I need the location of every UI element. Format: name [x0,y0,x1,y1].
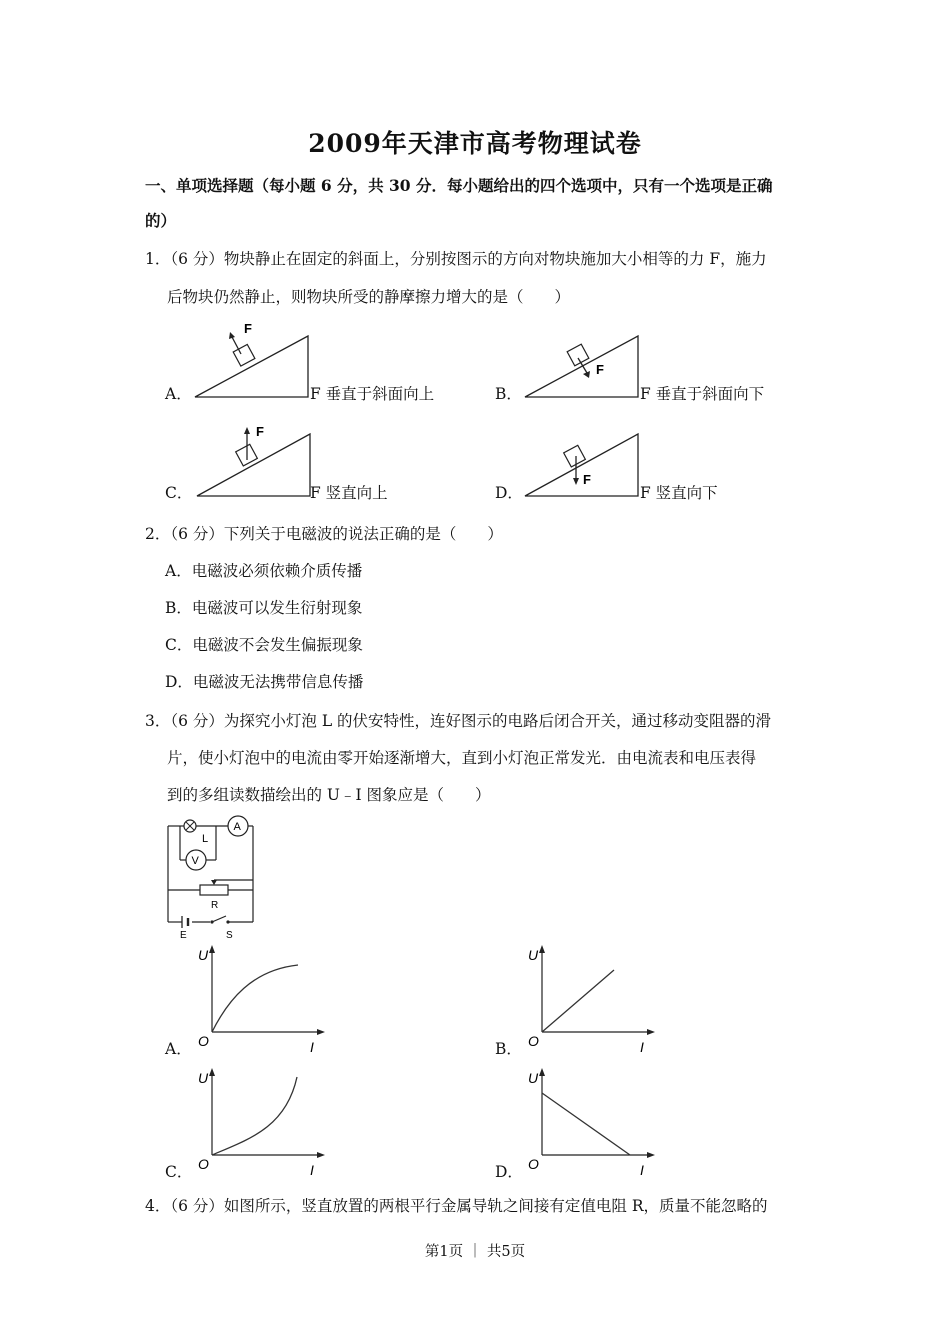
page-title: 2009年天津市高考物理试卷 [308,129,642,158]
q3-graph-d [520,1063,660,1178]
q3-graph-b [520,940,660,1055]
q2-option-c: C．电磁波不会发生偏振现象 [165,636,363,654]
force-label: F [596,362,604,377]
rheostat-symbol [200,885,228,895]
q1-option-d-letter: D． [495,484,523,502]
switch-symbol [210,920,213,923]
q3-graph-c [190,1063,330,1178]
axis-i-label: I [640,1039,644,1055]
q1-option-c-letter: C． [165,484,193,502]
q3-stem-line3: 到的多组读数描绘出的 U﹣I 图象应是（ ） [167,786,491,804]
incline-triangle [525,434,638,496]
origin-label: O [528,1033,539,1049]
q3-graph-a [190,940,330,1055]
axis-i-label: I [310,1039,314,1055]
q3-stem-line1: 3．（6 分）为探究小灯泡 L 的伏安特性，连好图示的电路后闭合开关，通过移动变阻器的滑 [145,712,772,730]
q2-option-d: D．电磁波无法携带信息传播 [165,673,364,691]
block [233,344,255,366]
q2-option-a: A．电磁波必须依赖介质传播 [165,562,363,580]
q1-option-a-letter: A． [165,385,192,403]
q2-stem: 2．（6 分）下列关于电磁波的说法正确的是（ ） [145,525,503,543]
axis-i-label: I [640,1162,644,1178]
q1-figure-d [520,418,645,500]
q3-option-b-letter: B． [495,1040,522,1058]
rheostat-label: R [211,900,219,911]
axis-u-label: U [198,947,209,963]
origin-label: O [528,1156,539,1172]
q1-option-d-caption: F 竖直向下 [640,484,718,502]
q3-stem-line2: 片，使小灯泡中的电流由零开始逐渐增大，直到小灯泡正常发光．由电流表和电压表得 [167,749,757,767]
q1-figure-b [520,320,645,402]
incline-triangle [197,434,310,496]
force-label: F [256,424,264,439]
incline-triangle [195,336,308,397]
page-footer: 第1页 ｜ 共5页 [424,1244,526,1260]
lamp-label: L [202,833,209,845]
q4-stem-line1: 4．（6 分）如图所示，竖直放置的两根平行金属导轨之间接有定值电阻 R，质量不能忽略的 [145,1197,768,1215]
block [567,344,589,366]
section-heading-line1: 一、单项选择题（每小题 6 分，共 30 分．每小题给出的四个选项中，只有一个选项是正确 [145,176,773,195]
axis-u-label: U [198,1070,209,1086]
axis-u-label: U [528,947,539,963]
q3-option-a-letter: A． [165,1040,192,1058]
q2-option-b: B．电磁波可以发生衍射现象 [165,599,363,617]
ui-curve [542,970,614,1032]
q3-circuit-diagram [160,812,265,940]
q1-option-a-caption: F 垂直于斜面向上 [310,385,435,403]
source-label: E [180,930,187,940]
ui-curve [542,1093,630,1155]
q3-option-c-letter: C． [165,1163,193,1181]
q1-option-c-caption: F 竖直向上 [310,484,388,502]
switch-label: S [226,930,233,940]
force-label: F [244,321,252,336]
q1-figure-c [192,418,317,500]
q3-option-d-letter: D． [495,1163,523,1181]
origin-label: O [198,1156,209,1172]
section-heading-line2: 的） [145,211,177,230]
force-label: F [583,472,591,487]
ui-curve [212,1077,297,1155]
q1-stem-line1: 1．（6 分）物块静止在固定的斜面上，分别按图示的方向对物块施加大小相等的力 F，施力 [145,250,767,268]
block [564,445,586,467]
q1-option-b-letter: B． [495,385,522,403]
origin-label: O [198,1033,209,1049]
axis-i-label: I [310,1162,314,1178]
q1-figure-a [190,320,315,402]
voltmeter-label: V [191,855,199,867]
ammeter-label: A [233,821,241,833]
q1-stem-line2: 后物块仍然静止，则物块所受的静摩擦力增大的是（ ） [167,288,571,306]
ui-curve [212,965,298,1032]
axis-u-label: U [528,1070,539,1086]
q1-option-b-caption: F 垂直于斜面向下 [640,385,765,403]
